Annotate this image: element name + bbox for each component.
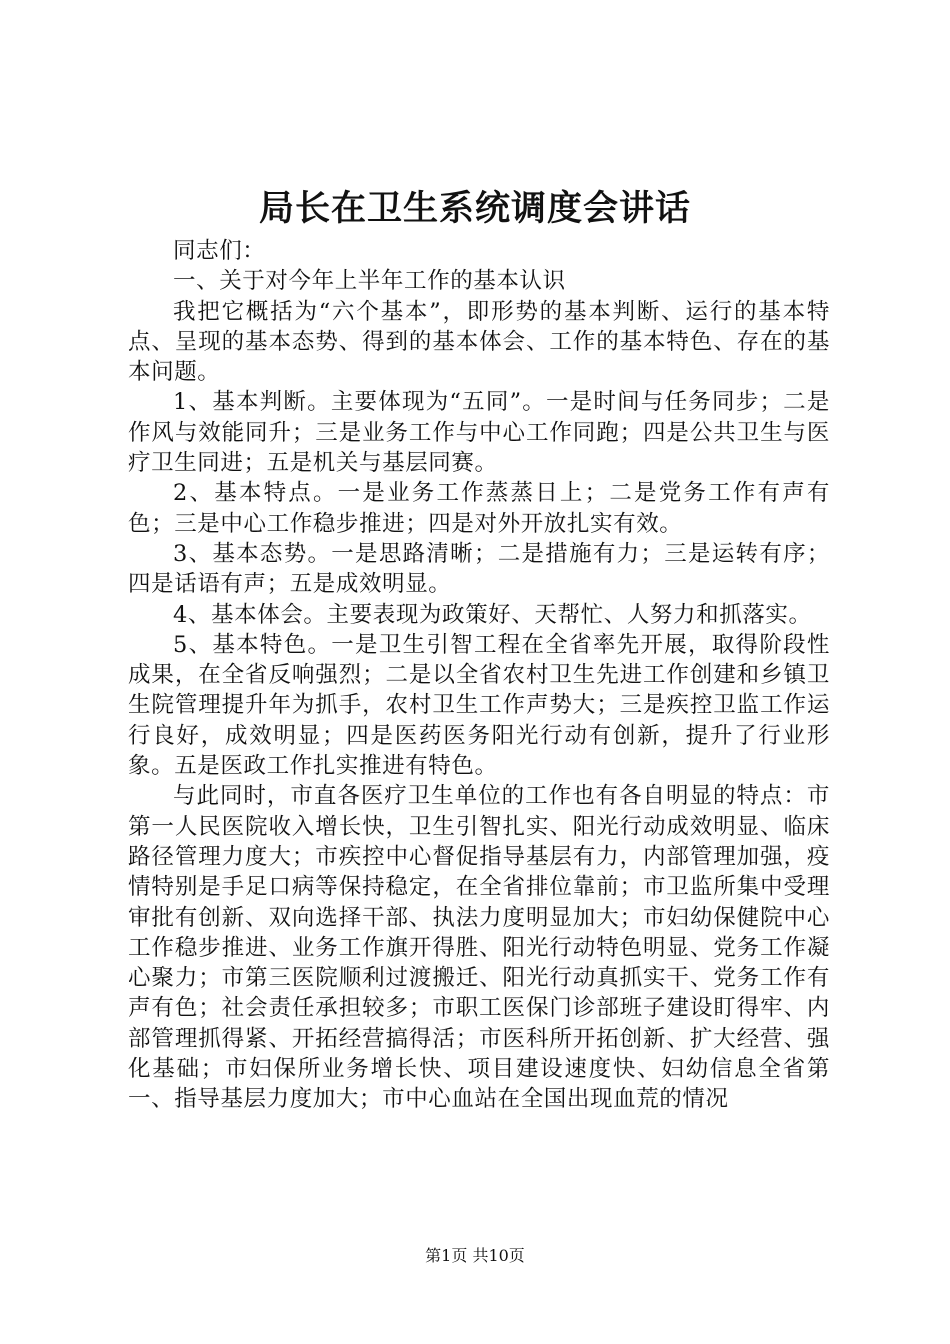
paragraph-summary: 我把它概括为“六个基本”，即形势的基本判断、运行的基本特点、呈现的基本态势、得到的基本体会、工作的基本特色、存在的基本问题。 (128, 298, 830, 386)
paragraph-section-heading: 一、关于对今年上半年工作的基本认识 (173, 268, 566, 295)
paragraph-trend: 3、基本态势。一是思路清晰；二是措施有力；三是运转有序；四是话语有声；五是成效明显。 (128, 540, 830, 598)
paragraph-features: 2、基本特点。一是业务工作蒸蒸日上；二是党务工作有声有色；三是中心工作稳步推进；四是对外开放扎实有效。 (128, 480, 830, 537)
paragraph-judgment: 1、基本判断。主要体现为“五同”。一是时间与任务同步；二是作风与效能同升；三是业务工作与中心工作同跑；四是公共卫生与医疗卫生同进；五是机关与基层同赛。 (128, 389, 830, 477)
document-body (128, 236, 830, 1115)
paragraph-experience: 4、基本体会。主要表现为政策好、天帮忙、人努力和抓落实。 (173, 601, 812, 628)
page-number-footer: 第1页 共10页 (425, 1246, 525, 1265)
paragraph-salutation: 同志们： (173, 238, 266, 264)
paragraph-units: 与此同时，市直各医疗卫生单位的工作也有各自明显的特点：市第一人民医院收入增长快，卫生引智扎实、阳光行动成效明显、临床路径管理力度大；市疾控中心督促指导基层有力，内部管理加强，疫情特别是手足口病等保持稳定，在全省排位靠前；市卫监所集中受理审批有创新、双向选择干部、执法力度明显加大；市妇幼保健院中心工作稳步推进、业务工作旗开得胜、阳光行动特色明显、党务工作凝心聚力；市第三医院顺利过渡搬迁、阳光行动真抓实干、党务工作有声有色；社会责任承担较多；市职工医保门诊部班子建设盯得牢、内部管理抓得紧、开拓经营搞得活；市医科所开拓创新、扩大经营、强化基础；市妇保所业务增长快、项目建设速度快、妇幼信息全省第一、指导基层力度加大；市中心血站在全国出现血荒的情况 (128, 783, 830, 1113)
document-title: 局长在卫生系统调度会讲话 (258, 188, 691, 229)
paragraph-characteristics: 5、基本特色。一是卫生引智工程在全省率先开展，取得阶段性成果，在全省反响强烈；二是以全省农村卫生先进工作创建和乡镇卫生院管理提升年为抓手，农村卫生工作声势大；三是疾控卫监工作运行良好，成效明显；四是医药医务阳光行动有创新，提升了行业形象。五是医政工作扎实推进有特色。 (128, 631, 830, 780)
